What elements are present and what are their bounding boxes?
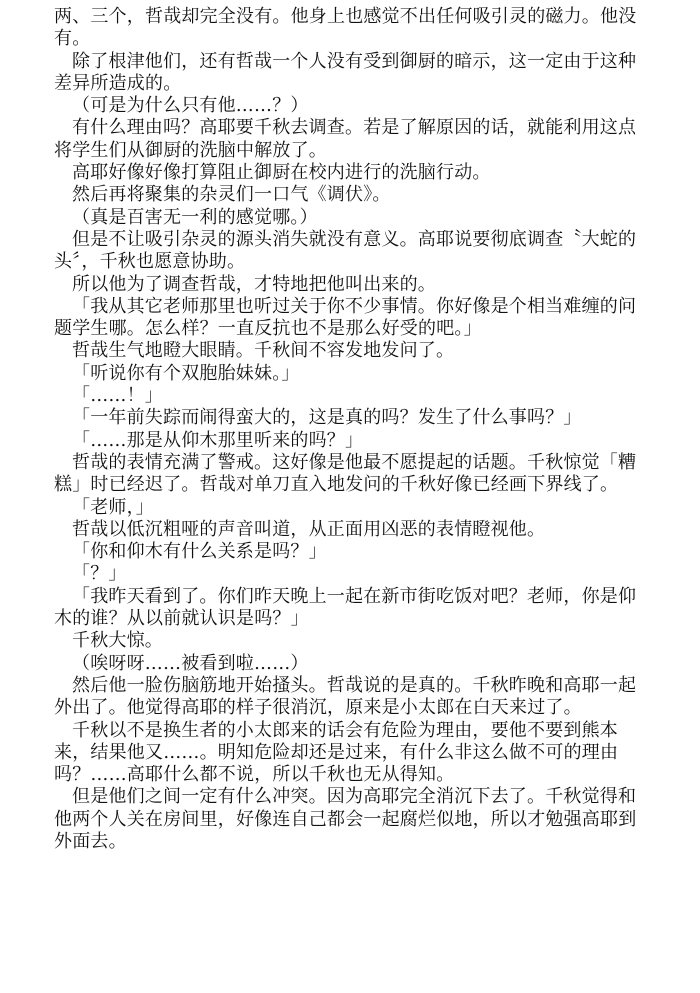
paragraph: 但是他们之间一定有什么冲突。因为高耶完全消沉下去了。千秋觉得和他两个人关在房间里，好像连自己都会一起腐烂似地，所以才勉强高耶到外面去。 bbox=[54, 786, 637, 852]
paragraph: 除了根津他们，还有哲哉一个人没有受到御厨的暗示，这一定由于这种差异所造成的。 bbox=[54, 50, 637, 94]
paragraph: 哲哉生气地瞪大眼睛。千秋间不容发地发问了。 bbox=[72, 340, 455, 362]
paragraph: 「我从其它老师那里也听过关于你不少事情。你好像是个相当难缠的问题学生哪。怎么样？一直反抗也不是那么好受的吧。」 bbox=[54, 295, 637, 340]
paragraph: 所以他为了调查哲哉，才特地把他叫出来的。 bbox=[72, 273, 436, 295]
paragraph: 「……那是从仰木那里听来的吗？」 bbox=[72, 429, 364, 451]
paragraph: 「？」 bbox=[72, 563, 127, 585]
paragraph: 「听说你有个双胞胎妹妹。」 bbox=[72, 362, 300, 384]
paragraph: 哲哉以低沉粗哑的声音叫道，从正面用凶恶的表情瞪视他。 bbox=[72, 518, 546, 540]
paragraph: 然后再将聚集的杂灵们一口气《调伏》。 bbox=[72, 184, 391, 206]
paragraph: 「我昨天看到了。你们昨天晚上一起在新市街吃饭对吧？老师，你是仰木的谁？从以前就认识是吗？」 bbox=[54, 585, 637, 630]
paragraph: 但是不让吸引杂灵的源头消失就没有意义。高耶说要彻底调查〝大蛇的头〞，千秋也愿意协助。 bbox=[54, 228, 637, 273]
paragraph: （唉呀呀……被看到啦……） bbox=[72, 652, 309, 674]
paragraph: 高耶好像好像打算阻止御厨在校内进行的洗脑行动。 bbox=[72, 162, 491, 184]
paragraph: 「你和仰木有什么关系是吗？」 bbox=[72, 541, 327, 563]
document-page bbox=[54, 6, 654, 853]
paragraph: 千秋以不是换生者的小太郎来的话会有危险为理由，要他不要到熊本来，结果他又……。明知危险却还是过来，有什么非这么做不可的理由吗？……高耶什么都不说，所以千秋也无从得知。 bbox=[54, 719, 619, 786]
paragraph: 「一年前失踪而闹得蛮大的，这是真的吗？发生了什么事吗？」 bbox=[72, 407, 582, 429]
paragraph: （真是百害无一利的感觉哪。） bbox=[72, 206, 318, 228]
paragraph: （可是为什么只有他……？） bbox=[72, 95, 309, 117]
paragraph: 千秋大惊。 bbox=[72, 630, 163, 652]
paragraph: 哲哉的表情充满了警戒。这好像是他最不愿提起的话题。千秋惊觉「糟糕」时已经迟了。哲哉对单刀直入地发问的千秋好像已经画下界线了。 bbox=[54, 451, 637, 496]
paragraph: 「……！」 bbox=[72, 385, 163, 407]
paragraph: 有什么理由吗？高耶要千秋去调查。若是了解原因的话，就能利用这点将学生们从御厨的洗脑中解放了。 bbox=[54, 117, 637, 161]
paragraph: 两、三个，哲哉却完全没有。他身上也感觉不出任何吸引灵的磁力。他没有。 bbox=[54, 6, 637, 50]
paragraph: 然后他一脸伤脑筋地开始搔头。哲哉说的是真的。千秋昨晚和高耶一起外出了。他觉得高耶的样子很消沉，原来是小太郎在白天来过了。 bbox=[54, 674, 637, 719]
paragraph: 「老师，」 bbox=[72, 496, 154, 518]
